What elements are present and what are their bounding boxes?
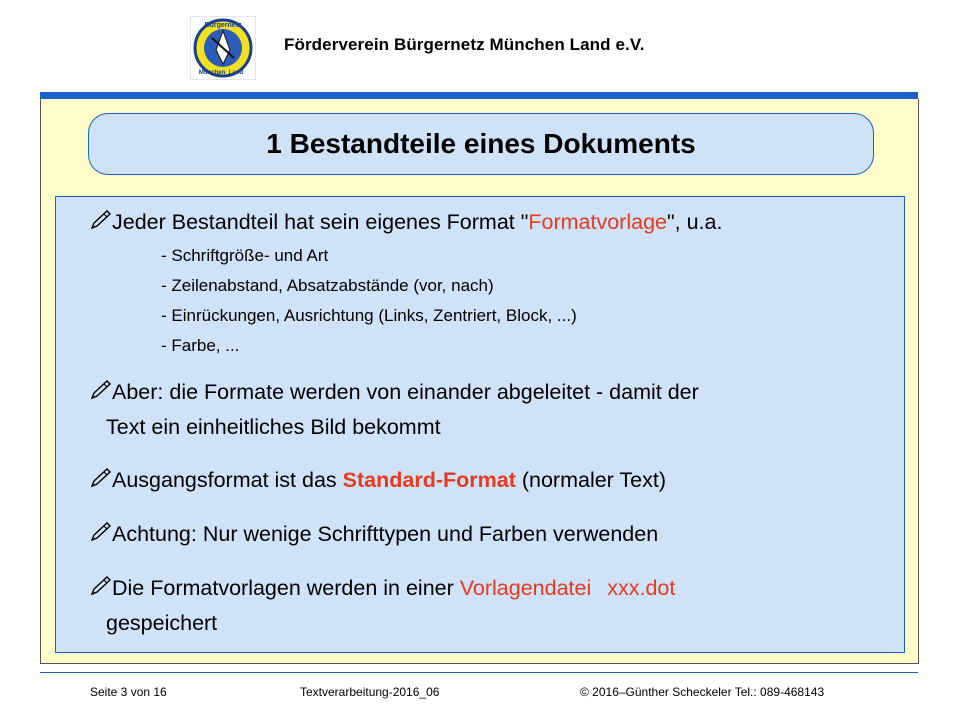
- bullet-3: [88, 467, 666, 493]
- subitem-2: - Zeilenabstand, Absatzabstände (vor, nach): [161, 276, 494, 295]
- top-accent-bar: [40, 92, 918, 99]
- logo-text-top: Bürgernetz: [204, 22, 242, 29]
- bullet-4: [88, 521, 658, 547]
- bullet-2-line-2: Text ein einheitliches Bild bekommt: [106, 415, 441, 439]
- buergernetz-logo: [190, 16, 256, 80]
- bullet-1-text: Jeder Bestandteil hat sein eigenes Format ": [112, 210, 529, 234]
- pencil-icon: [88, 209, 112, 231]
- footer-page-number: Seite 3 von 16: [90, 685, 167, 699]
- slide-title-box: [88, 113, 874, 175]
- content-box: [55, 196, 905, 653]
- logo-text-right: Land: [228, 70, 244, 76]
- bullet-3-text-end: (normaler Text): [515, 468, 667, 492]
- subitem-1: - Schriftgröße- und Art: [161, 246, 329, 265]
- xxx-dot-highlight: xxx.dot: [607, 576, 676, 600]
- bullet-5-line-2: gespeichert: [106, 611, 218, 635]
- slide-title: 1 Bestandteile eines Dokuments: [266, 128, 696, 159]
- formatvorlage-highlight: Formatvorlage: [528, 210, 667, 234]
- bullet-1-text-end: ", u.a.: [666, 210, 723, 234]
- organization-title: Förderverein Bürgernetz München Land e.V.: [284, 35, 645, 54]
- standard-format-highlight: Standard-Format: [342, 468, 516, 492]
- logo-text-left: München: [198, 70, 226, 76]
- bullet-5: [88, 575, 675, 601]
- footer-copyright: © 2016–Günther Scheckeler Tel.: 089-468143: [580, 685, 825, 699]
- bullet-2: [88, 379, 699, 405]
- pencil-icon: [88, 379, 112, 401]
- footer-filename: Textverarbeitung-2016_06: [300, 685, 440, 699]
- pencil-icon: [88, 467, 112, 489]
- bottom-rule: [40, 672, 918, 673]
- bullet-2-line-1: Aber: die Formate werden von einander abgeleitet - damit der: [112, 380, 699, 404]
- vorlagendatei-highlight: Vorlagendatei: [459, 576, 592, 600]
- bullet-4-text: Achtung: Nur wenige Schrifttypen und Farben verwenden: [112, 522, 659, 546]
- subitem-3: - Einrückungen, Ausrichtung (Links, Zentriert, Block, ...): [161, 306, 577, 325]
- bullet-5-text: Die Formatvorlagen werden in einer: [112, 576, 460, 600]
- subitem-4: - Farbe, ...: [161, 336, 240, 355]
- pencil-icon: [88, 521, 112, 543]
- bullet-3-text: Ausgangsformat ist das: [112, 468, 343, 492]
- bullet-1: [88, 209, 722, 235]
- pencil-icon: [88, 575, 112, 597]
